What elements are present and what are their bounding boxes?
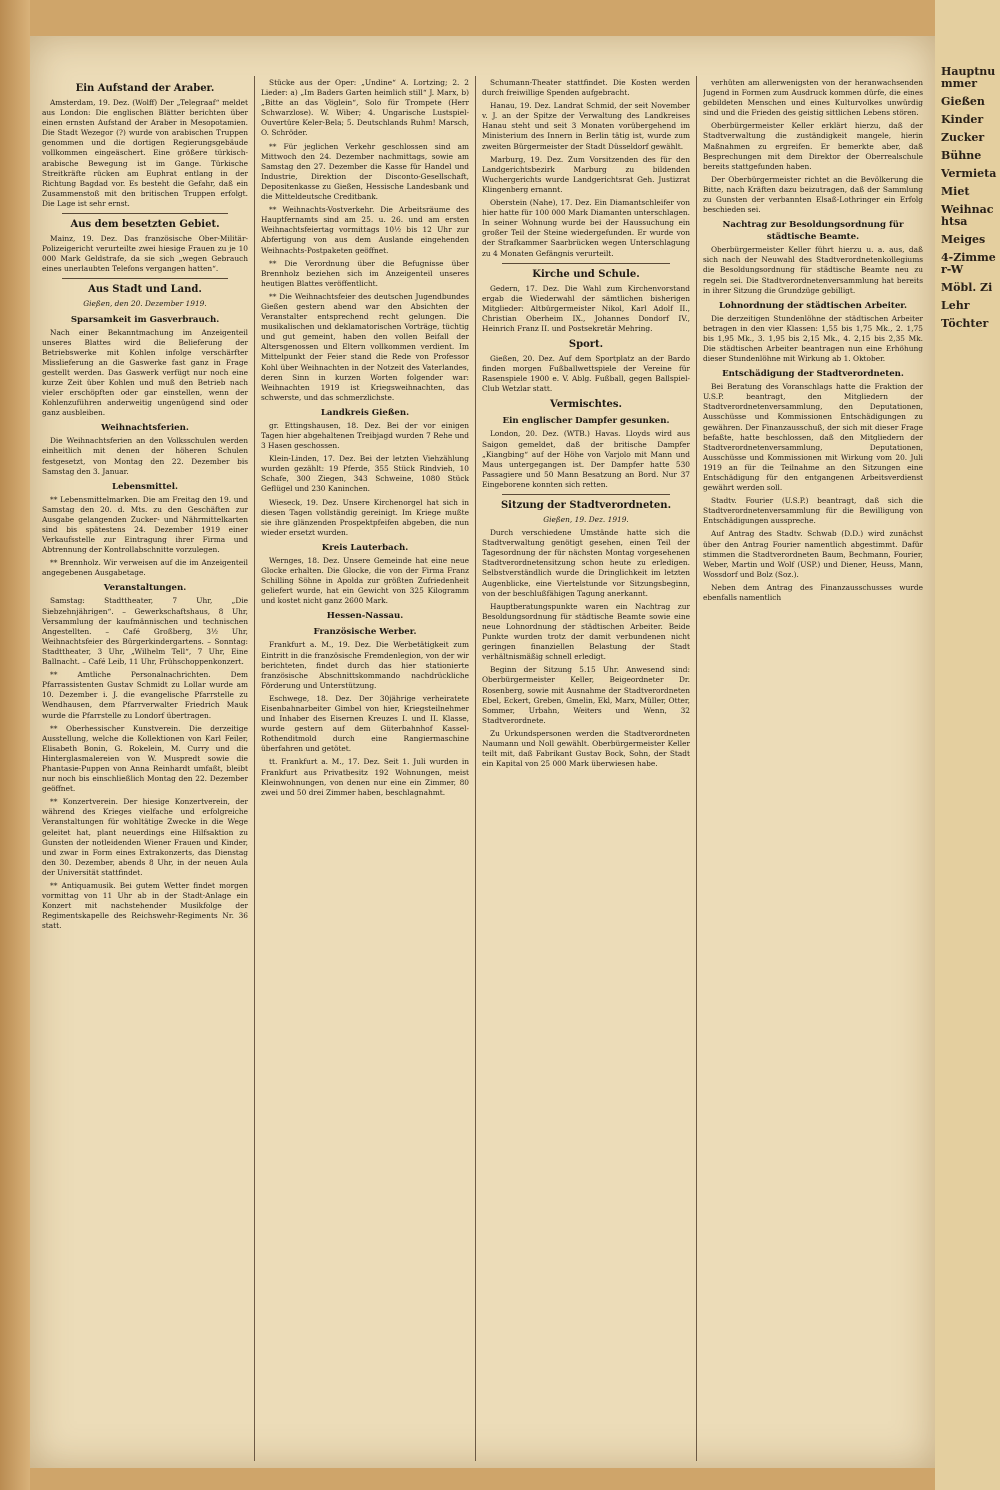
article-besetzt: Mainz, 19. Dez. Das französische Ober-Militär-Polizeigericht verurteilte zwei hiesige Frauen zu je 10 000 Mark Geldstrafe, da sie sich „wegen Gebrauch eines unerlaubten Telefons vergangen hatten“. xyxy=(42,234,248,274)
article-jugend: verhüten am allerwenigsten von der heranwachsenden Jugend in Formen zum Ausdruck kommen dürfe, die eines gebildeten Menschen und eines Kulturvolkes unwürdig sind und die Frieden des geistig sittlichen Lebens stören. xyxy=(703,78,923,118)
fragment-word: Vermieta xyxy=(941,167,997,180)
article-klein-linden: Klein-Linden, 17. Dez. Bei der letzten Viehzählung wurden gezählt: 19 Pferde, 355 Stück Rindvieh, 10 Schafe, 300 Ziegen, 343 Schweine, 1080 Stück Geflügel und 230 Kaninchen. xyxy=(261,454,469,494)
article-sitzung-1: Durch verschiedene Umstände hatte sich die Stadtverwaltung genötigt gesehen, einen Teil der Tagesordnung der für nächsten Montag vorgesehenen Stadtverordnetensitzung schon heute zu erledigen. Selbstverständlich wurde die Dringlichkeit im letzten Augenblicke, eine Viertelstunde vor Sitzungsbeginn, von der beschlußfähigen Tagung anerkannt. xyxy=(482,528,690,598)
article-eschwege: Eschwege, 18. Dez. Der 30jährige verheiratete Eisenbahnarbeiter Gimbel von hier, Kriegsteilnehmer und Inhaber des Eisernen Kreuzes I. und II. Klasse, wurde gestern auf dem Güterbahnhof Kassel-Rothenditmold durch eine Rangiermaschine überfahren und getötet. xyxy=(261,693,469,754)
article-theater: Schumann-Theater stattfindet. Die Kosten werden durch freiwillige Spenden aufgebracht. xyxy=(482,78,690,98)
article-gedern: Gedern, 17. Dez. Die Wahl zum Kirchenvorstand ergab die Wiederwahl der sämtlichen bisherigen Mitglieder: Altbürgermeister Nikol, Karl Adolf II., Christian Oberheim IX., Johannes Dondorf IV., Heinrich Franz II. und Postsekretär Mehring. xyxy=(482,283,690,333)
article-besoldung: Oberbürgermeister Keller führt hierzu u. a. aus, daß sich nach der Neuwahl des Stadtverordnetenkollegiums die Besoldungsordnung für städtische Beamte neu zu regeln sei. Die Stadtverordnetenversammlung hat bereits in ihrer Sitzung die Grundzüge gebilligt. xyxy=(703,245,923,295)
article-entschaedigung: Bei Beratung des Voranschlags hatte die Fraktion der U.S.P. beantragt, den Mitgliedern der Stadtverordnetenversammlung, den Deputationen, Ausschüsse und Kommissionen Entschädigungen zu gewähren. Der Finanzausschuß, der sich mit dieser Frage befaßte, hatte beschlossen, daß den Mitgliedern der Stadtverordnetenversammlung, Deputationen, Ausschüsse und Kommissionen mit Wirkung vom 20. Juli 1919 an für die Teilnahme an den Sitzungen eine Entschädigung für den entgangenen Arbeitsverdienst gewährt werden soll. xyxy=(703,382,923,493)
article-fourier: Stadtv. Fourier (U.S.P.) beantragt, daß sich die Stadtverordnetenversammlung für die Bewilligung von Entschädigungen ausspreche. xyxy=(703,496,923,526)
article-weihnachtsferien: Die Weihnachtsferien an den Volksschulen werden einheitlich mit denen der höheren Schulen festgesetzt, von Montag den 22. Dezember bis Samstag den 3. Januar. xyxy=(42,436,248,476)
column-3 xyxy=(482,78,690,1458)
headline-sport: Sport. xyxy=(568,339,604,351)
article-araber: Amsterdam, 19. Dez. (Wolff) Der „Telegraaf“ meldet aus London: Die englischen Blätter berichten über einen ernsten Aufstand der Araber in Mesopotamien. Die Stadt Wezegor (?) wurde von arabischen Truppen genommen und die dortigen Regierungsgebäude vollkommen eingeäschert. Eine größere türkisch-arabische Bewegung ist im Gange. Türkische Streitkräfte rücken am Euphrat entlang in der Richtung Bagdad vor. Es besteht die Gefahr, daß ein Zusammenstoß mit den britischen Truppen erfolgt. Die Lage ist sehr ernst. xyxy=(42,98,248,208)
divider xyxy=(502,494,670,495)
headline-veranstaltungen: Veranstaltungen. xyxy=(103,583,187,594)
divider xyxy=(62,213,228,214)
column-rule xyxy=(475,76,476,1461)
fragment-word: Weihnachtsa xyxy=(941,203,994,228)
article-antiquamusik: ** Antiquamusik. Bei gutem Wetter findet morgen vormittag von 11 Uhr ab in der Stadt-Anlage ein Konzert mit nachstehender Musikfolge der Regimentskapelle des Reichswehr-Regiments Nr. 36 statt. xyxy=(42,881,248,931)
article-verordnung: ** Die Verordnung über die Befugnisse über Brennholz beziehen sich im Anzeigenteil unseres heutigen Blattes veröffentlicht. xyxy=(261,258,469,288)
headline-gas: Sparsamkeit im Gasverbrauch. xyxy=(70,314,220,325)
article-konzertverein: ** Konzertverein. Der hiesige Konzertverein, der während des Krieges vielfache und erfolgreiche Veranstaltungen für wohltätige Zwecke in die Wege geleitet hat, plant neuerdings eine Hilfsaktion zu Gunsten der notleidenden Wiener Frauen und Kinder, und zwar in Form eines Extrakonzerts, das Dienstag den 30. Dezember, abends 8 Uhr, in der neuen Aula der Universität stattfindet. xyxy=(42,797,248,877)
headline-lohnordnung: Lohnordnung der städtischen Arbeiter. xyxy=(718,300,908,311)
newspaper-page xyxy=(30,36,935,1468)
article-personal: ** Amtliche Personalnachrichten. Dem Pfarrassistenten Gustav Schmidt zu Lollar wurde am 10. Dezember i. J. die evangelische Pfarrstelle zu Wendhausen, dem Pfarrverwalter Friedrich Mauk wurde die Pfarrstelle zu Londorf übertragen. xyxy=(42,670,248,720)
fragment-word: Zucker xyxy=(941,131,985,144)
article-frankfurt: tt. Frankfurt a. M., 17. Dez. Seit 1. Juli wurden in Frankfurt aus Privatbesitz 192 Wohnungen, meist Kleinwohnungen, von denen nur eine ein Zimmer, 80 zwei und 50 drei Zimmer haben, beschlagnahmt. xyxy=(261,757,469,797)
fragment-word: Miet xyxy=(941,185,970,198)
fragment-word: Töchter xyxy=(941,317,989,330)
column-rule xyxy=(254,76,255,1461)
headline-lebensmittel: Lebensmittel. xyxy=(111,481,179,492)
headline-besetzt: Aus dem besetzten Gebiet. xyxy=(70,219,220,231)
adjacent-page-fragment xyxy=(935,0,1000,1490)
article-oper: Stücke aus der Oper: „Undine“ A. Lortzing; 2. 2 Lieder: a) „Im Baders Garten heimlich still“ J. Marx, b) „Bitte an das Vöglein“, Solo für Trompete (Herr Schwarzlose). W. Wiber; 4. Ungarische Lustspiel-Ouvertüre Keler-Bela; 5. Deutschlands Ruhm! Marsch, O. Schröder. xyxy=(261,78,469,138)
article-kunstverein: ** Oberhessischer Kunstverein. Die derzeitige Ausstellung, welche die Kollektionen von Karl Feiler, Elisabeth Bonin, G. Rokelein, M. Curry und die Hinterglasmalereien von W. Muspredt sowie die Phantasie-Puppen von Anna Reinhardt umfaßt, bleibt nur noch bis einschließlich Montag den 22. Dezember geöffnet. xyxy=(42,723,248,794)
article-oberstein: Oberstein (Nahe), 17. Dez. Ein Diamantschleifer von hier hatte für 100 000 Mark Diamanten unterschlagen. In seiner Wohnung wurde bei der Haussuchung ein großer Teil der Steine wiedergefunden. Er wurde von der Strafkammer Saarbrücken wegen Unterschlagung zu 4 Monaten Gefängnis verurteilt. xyxy=(482,198,690,258)
headline-entschaedigung: Entschädigung der Stadtverordneten. xyxy=(722,369,904,380)
article-werber: Frankfurt a. M., 19. Dez. Die Werbetätigkeit zum Eintritt in die französische Fremdenlegion, von der wir berichteten, findet durch das hier stationierte französische Abschnittskommando nachdrückliche Förderung und Unterstützung. xyxy=(261,640,469,690)
headline-weihnachtsferien: Weihnachtsferien. xyxy=(101,423,189,434)
headline-werber: Französische Werber. xyxy=(313,627,417,638)
dateline: Gießen, den 20. Dezember 1919. xyxy=(83,299,207,309)
article-brennholz: ** Brennholz. Wir verweisen auf die im Anzeigenteil angegebenen Ausgabetage. xyxy=(42,558,248,578)
article-elsass: Der Oberbürgermeister richtet an die Bevölkerung die Bitte, nach Kräften dazu beizutragen, daß der Sammlung zu Gunsten der verbannten Elsaß-Lothringer ein Erfolg beschieden sei. xyxy=(703,174,923,215)
headline-kreis-lauterbach: Kreis Lauterbach. xyxy=(321,542,409,553)
article-lohnordnung: Die derzeitigen Stundenlöhne der städtischen Arbeiter betragen in den vier Klassen: 1,55 bis 1,75 Mk., 2. 1,75 bis 1,95 Mk., 3. 1,95 bis 2,15 Mk., 4. 2,15 bis 2,35 Mk. Die städtischen Arbeiter beantragen nun eine Erhöhung dieser Stundenlöhne mit Wirkung ab 1. Oktober. xyxy=(703,313,923,364)
subheadline-dampfer: Ein englischer Dampfer gesunken. xyxy=(502,416,670,427)
column-2 xyxy=(261,78,469,1458)
headline-hessen-nassau: Hessen-Nassau. xyxy=(326,611,404,622)
page-left-edge xyxy=(0,0,30,1490)
fragment-word: Lehr xyxy=(941,299,970,312)
article-postverkehr: ** Weihnachts-Vostverkehr. Die Arbeitsräume des Hauptfernamts sind am 25. u. 26. und am ersten Weihnachtsfeiertag vormittags 10½ bis 12 Uhr zur Abfertigung von aus dem Auslande eingehenden Weihnachts-Postpaketen geöffnet. xyxy=(261,205,469,255)
dateline: Gießen, 19. Dez. 1919. xyxy=(543,515,629,524)
headline-stadt-land: Aus Stadt und Land. xyxy=(88,284,202,296)
divider xyxy=(502,263,670,264)
article-gas: Nach einer Bekanntmachung im Anzeigenteil unseres Blattes wird die Belieferung der Betriebswerke mit Kohlen infolge verschärfter Misslieferung an die Gaswerke fast ganz in Frage gestellt werden. Das Gaswerk verfügt nur noch eine kurze Zeit über Kohlen und muß den Betrieb nach vieler erschöpften oder gar einstellen, wenn der Kohlenzuführen anderweitig ungenügend sind oder ganz ausbleiben. xyxy=(42,327,248,418)
divider xyxy=(62,278,228,279)
article-marburg: Marburg, 19. Dez. Zum Vorsitzenden des für den Landgerichtsbezirk Marburg zu bildenden Wuchergerichts wurde Landgerichtsrat Geh. Justizrat Klingenberg ernannt. xyxy=(482,154,690,194)
column-1 xyxy=(42,78,248,1458)
fragment-word: 4-Zimmer-W xyxy=(941,251,996,276)
article-jugendbund: ** Die Weihnachtsfeier des deutschen Jugendbundes Gießen gestern abend war den Absichten der Veranstalter entsprechend recht gelungen. Die musikalischen und deklamatorischen Vorträge, tüchtig und gut gemeint, haben den vollen Beifall der Altersgenossen und Eltern vollkommen verdient. Im Mittelpunkt der Feier stand die Rede von Professor Kohl über Weihnachten in der Notzeit des Vaterlandes, deren Sinn in kurzen Worten folgender war: Weihnachten 1919 ist Kriegsweihnachten, das schwerste, und das schmerzlichste. xyxy=(261,291,469,402)
article-veranstaltungen: Samstag: Stadttheater, 7 Uhr, „Die Siebzehnjährigen“. – Gewerkschaftshaus, 8 Uhr, Versammlung der kaufmännischen und technischen Angestellten. – Café Großberg, 3½ Uhr, Weihnachtsfeier des Bürgerkindergartens. – Sonntag: Stadttheater, 3 Uhr, „Wilhelm Tell“, 7 Uhr, Eine Ballnacht. – Café Leib, 11 Uhr, Frühschoppenkonzert. xyxy=(42,596,248,667)
fragment-word: Gießen xyxy=(941,95,985,108)
article-sitzung-2: Hauptberatungspunkte waren ein Nachtrag zur Besoldungsordnung für städtische Beamte sowie eine neue Lohnordnung der städtischen Arbeiter. Beide Punkte wurden trotz der damit verbundenen nicht geringen finanziellen Belastung der Stadt verhältnismäßig schnell erledigt. xyxy=(482,601,690,662)
fragment-word: Möbl. Zi xyxy=(941,281,993,294)
fragment-word: Hauptnummer xyxy=(941,65,996,90)
article-wernges: Wernges, 18. Dez. Unsere Gemeinde hat eine neue Glocke erhalten. Die Glocke, die von der Firma Franz Schilling Söhne in Apolda zur größten Zufriedenheit geliefert wurde, hat ein Gewicht von 325 Kilogramm und kostet nicht ganz 2600 Mark. xyxy=(261,555,469,606)
article-verkehr: ** Für jeglichen Verkehr geschlossen sind am Mittwoch den 24. Dezember nachmittags, sowie am Samstag den 27. Dezember die Kasse für Handel und Industrie, Direktion der Disconto-Gesellschaft, Depositenkasse zu Gießen, Hessische Landesbank und die Mitteldeutsche Creditbank. xyxy=(261,141,469,202)
article-sitzung-4: Zu Urkundspersonen werden die Stadtverordneten Naumann und Noll gewählt. Oberbürgermeister Keller teilt mit, daß Fabrikant Gustav Bock, Sohn, der Stadt ein Kapital von 25 000 Mark überwiesen habe. xyxy=(482,728,690,769)
fragment-word: Meiges xyxy=(941,233,986,246)
article-hanau: Hanau, 19. Dez. Landrat Schmid, der seit November v. J. an der Spitze der Verwaltung des Landkreises Hanau steht und seit 3 Monaten vorübergehend im Ministerium des Innern in Berlin tätig ist, wurde zum zweiten Bürgermeister der Stadt Düsseldorf gewählt. xyxy=(482,101,690,151)
article-oberbuergermeister: Oberbürgermeister Keller erklärt hierzu, daß der Stadtverwaltung die zuständigkeit mangele, hierin Maßnahmen zu ergreifen. Er bemerkte aber, daß Besprechungen mit dem Direktor der Oberrealschule bereits stattgefunden haben. xyxy=(703,121,923,171)
headline-sitzung: Sitzung der Stadtverordneten. xyxy=(500,500,672,511)
article-schwab: Auf Antrag des Stadtv. Schwab (D.D.) wird zunächst über den Antrag Fourier namentlich abgestimmt. Dafür stimmen die Stadtverordneten Baum, Bechmann, Fourier, Weber, Martin und Wolf (USP.) und Diener, Heuss, Mann, Wossdorf und Bolz (Soz.). xyxy=(703,529,923,579)
article-sitzung-3: Beginn der Sitzung 5.15 Uhr. Anwesend sind: Oberbürgermeister Keller, Beigeordneter Dr. Rosenberg, sowie mit Ausnahme der Stadtverordneten Ebel, Eckert, Greben, Gmelin, Ekl, Marx, Müller, Otter, Sommer, Urbahn, Weiters und Wenn, 32 Stadtverordnete. xyxy=(482,665,690,725)
column-rule xyxy=(696,76,697,1461)
fragment-word: Bühne xyxy=(941,149,982,162)
headline-araber: Ein Aufstand der Araber. xyxy=(75,83,215,94)
headline-landkreis: Landkreis Gießen. xyxy=(320,407,410,418)
fragment-word: Kinder xyxy=(941,113,984,126)
article-sport: Gießen, 20. Dez. Auf dem Sportplatz an der Bardo finden morgen Fußballwettspiele der Vereine für Rasenspiele 1900 e. V. Ablg. Fußball, gegen Ballspiel-Club Wetzlar statt. xyxy=(482,354,690,394)
article-lebensmittel: ** Lebensmittelmarken. Die am Freitag den 19. und Samstag den 20. d. Mts. zu den Geschäften zur Ausgabe gelangenden Zucker- und Nährmittelkarten sind bis spätestens 24. Dezember 1919 einer Verkaufsstelle zur Eintragung ihrer Firma und Abtrennung der Kontrollabschnitte vorzulegen. xyxy=(42,494,248,555)
article-ettingshausen: gr. Ettingshausen, 18. Dez. Bei der vor einigen Tagen hier abgehaltenen Treibjagd wurden 7 Rehe und 3 Hasen geschossen. xyxy=(261,420,469,451)
column-4 xyxy=(703,78,923,1458)
article-dampfer: London, 20. Dez. (WTB.) Havas. Lloyds wird aus Saigon gemeldet, daß der britische Dampfer „Kiangbing“ auf der Höhe von Varjolo mit Mann und Maus untergegangen ist. Der Dampfer hatte 530 Passagiere und 50 Mann Besatzung an Bord. Nur 37 Eingeborene konnten sich retten. xyxy=(482,429,690,489)
article-end: Neben dem Antrag des Finanzausschusses wurde ebenfalls namentlich xyxy=(703,582,923,603)
article-wieseck: Wieseck, 19. Dez. Unsere Kirchenorgel hat sich in diesen Tagen vollständig gereinigt. Im Kriege mußte sie ihre glänzenden Prospektpfeifen abgeben, die nun wieder ersetzt wurden. xyxy=(261,497,469,537)
headline-vermischtes: Vermischtes. xyxy=(550,399,622,411)
headline-besoldung: Nachtrag zur Besoldungsordnung für städtische Beamte. xyxy=(722,220,904,243)
headline-kirche-schule: Kirche und Schule. xyxy=(532,268,640,280)
